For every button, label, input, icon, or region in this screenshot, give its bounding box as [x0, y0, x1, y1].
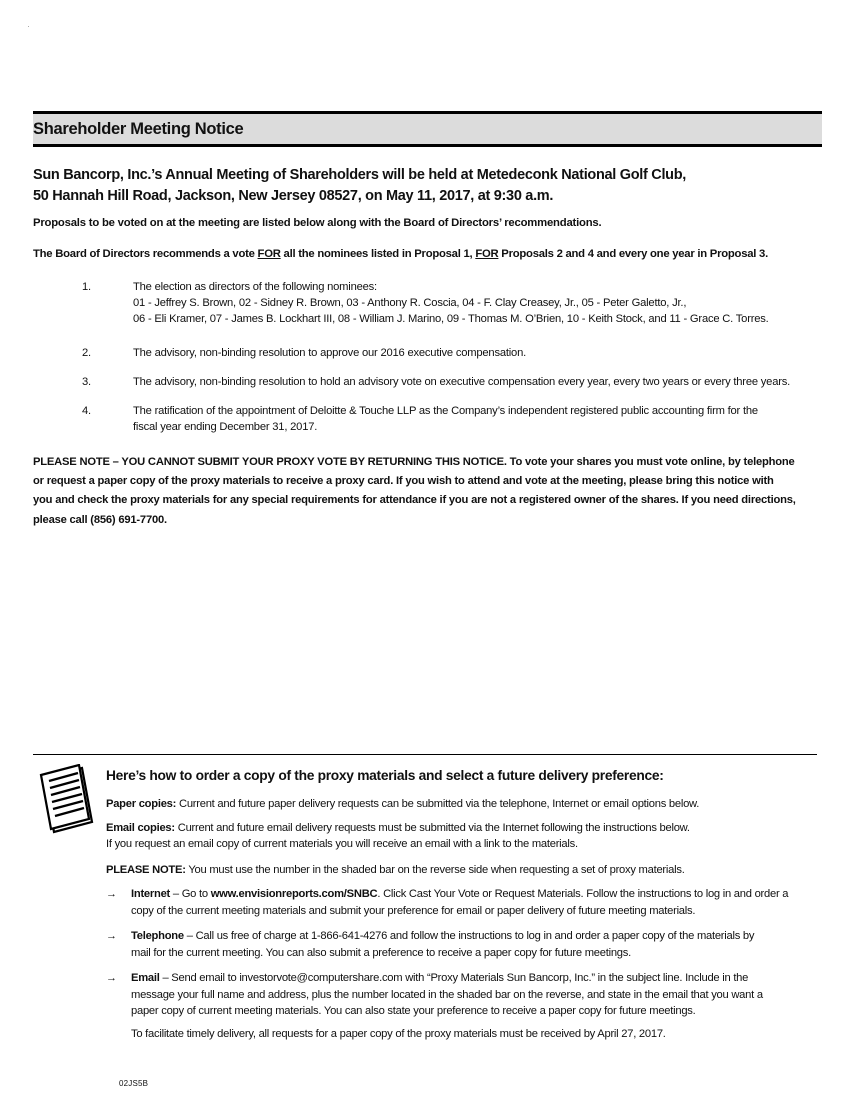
- proposal-4: [80, 403, 820, 435]
- note-label: PLEASE NOTE:: [106, 864, 186, 876]
- proposal-line: 06 - Eli Kramer, 07 - James B. Lockhart III, 08 - William J. Marino, 09 - Thomas M. O’Brien, 10 - Keith Stock, and 11 - Grace C. Torres.: [133, 313, 769, 325]
- proposal-line: 01 - Jeffrey S. Brown, 02 - Sidney R. Brown, 03 - Anthony R. Coscia, 04 - F. Clay Creasey, Jr., 05 - Peter Galetto, Jr.,: [133, 297, 687, 309]
- corner-mark: [28, 26, 29, 27]
- email-copies-label: Email copies:: [106, 822, 175, 834]
- internet-label: Internet: [131, 888, 171, 900]
- email-copies-block: [106, 820, 821, 852]
- proposal-line: The election as directors of the following nominees:: [133, 281, 377, 293]
- email-option: [106, 970, 821, 1020]
- delivery-deadline: To facilitate timely delivery, all requests for a paper copy of the proxy materials must be received by April 27, 2017.: [131, 1028, 666, 1040]
- board-rec-part3: Proposals 2 and 4 and every one year in Proposal 3.: [498, 248, 768, 260]
- paper-copies-text: Current and future paper delivery requests can be submitted via the telephone, Internet or email options below.: [176, 798, 700, 810]
- arrow-right-icon: →: [106, 972, 117, 984]
- footer-code: 02JS5B: [119, 1079, 149, 1088]
- proposal-line: The advisory, non-binding resolution to hold an advisory vote on executive compensation every year, every two years or every three years.: [133, 376, 791, 388]
- proposal-3: [80, 374, 820, 390]
- meeting-headline: [33, 165, 823, 207]
- headline-line-1: Sun Bancorp, Inc.’s Annual Meeting of Shareholders will be held at Metedeconk National Golf Club,: [33, 167, 687, 183]
- email-option-label: Email: [131, 972, 160, 984]
- telephone-label: Telephone: [131, 930, 184, 942]
- proposal-number: 2.: [82, 347, 91, 359]
- email-copies-text-2: If you request an email copy of current materials you will receive an email with a link to the materials.: [106, 838, 578, 850]
- proposal-1: [80, 279, 820, 327]
- note-line: [106, 862, 821, 878]
- please-note-line: you and check the proxy materials for any special requirements for attendance if you are not a registered owner of the shares. If you need directions,: [33, 494, 796, 507]
- board-rec-part2: all the nominees listed in Proposal 1,: [280, 248, 476, 260]
- order-heading: Here’s how to order a copy of the proxy materials and select a future delivery preference:: [106, 768, 664, 783]
- board-rec-part1: The Board of Directors recommends a vote: [33, 248, 258, 260]
- proposal-line: fiscal year ending December 31, 2017.: [133, 421, 318, 433]
- proposal-number: 3.: [82, 376, 91, 388]
- board-recommendation: [33, 248, 768, 260]
- board-rec-for-2: FOR: [475, 248, 499, 260]
- proposal-number: 4.: [82, 405, 91, 417]
- arrow-right-icon: →: [106, 888, 117, 900]
- section-divider: [33, 754, 817, 755]
- note-text: You must use the number in the shaded bar on the reverse side when requesting a set of proxy materials.: [185, 864, 685, 876]
- proposal-line: The ratification of the appointment of Deloitte & Touche LLP as the Company’s independent registered public accounting firm for the: [133, 405, 758, 417]
- proposals-intro: Proposals to be voted on at the meeting are listed below along with the Board of Directors’ recommendations.: [33, 217, 602, 229]
- email-copies-text: Current and future email delivery requests must be submitted via the Internet following the instructions below.: [174, 822, 690, 834]
- proposal-number: 1.: [82, 281, 91, 293]
- proposal-line: The advisory, non-binding resolution to approve our 2016 executive compensation.: [133, 347, 527, 359]
- proposal-2: [80, 345, 820, 361]
- internet-pre: – Go to: [170, 888, 211, 900]
- headline-line-2: 50 Hannah Hill Road, Jackson, New Jersey 08527, on May 11, 2017, at 9:30 a.m.: [33, 188, 554, 204]
- please-note-line: PLEASE NOTE – YOU CANNOT SUBMIT YOUR PROXY VOTE BY RETURNING THIS NOTICE. To vote your shares you must vote online, by telephone: [33, 456, 795, 468]
- telephone-option: [106, 928, 821, 961]
- please-note-block: [33, 453, 823, 530]
- paper-copies-line: [106, 796, 821, 812]
- internet-text-2: copy of the current meeting materials and submit your preference for email or paper delivery of future meeting materials.: [131, 904, 696, 917]
- telephone-text-2: mail for the current meeting. You can also submit a preference to receive a paper copy for future meetings.: [131, 946, 631, 959]
- email-option-text-3: paper copy of current meeting materials. You can also state your preference to receive a paper copy for future meetings.: [131, 1005, 696, 1017]
- email-option-text: – Send email to investorvote@computershare.com with “Proxy Materials Sun Bancorp, Inc.” in the subject line. Include in the: [159, 972, 749, 984]
- page-title: Shareholder Meeting Notice: [33, 120, 244, 138]
- please-note-line: please call (856) 691-7700.: [33, 513, 167, 526]
- title-bar: [33, 111, 822, 147]
- telephone-text: – Call us free of charge at 1-866-641-4276 and follow the instructions to log in and order a paper copy of the materials by: [183, 930, 755, 942]
- email-option-text-2: message your full name and address, plus the number located in the shaded bar on the reverse, and state in the email that you want a: [131, 988, 763, 1001]
- arrow-right-icon: →: [106, 930, 117, 942]
- internet-text: . Click Cast Your Vote or Request Materials. Follow the instructions to log in and order a: [377, 888, 789, 900]
- document-stack-icon: [38, 764, 96, 836]
- board-rec-for-1: FOR: [257, 248, 281, 260]
- please-note-line: or request a paper copy of the proxy materials to receive a proxy card. If you wish to attend and vote at the meeting, please bring this notice with: [33, 475, 774, 488]
- internet-url-link[interactable]: www.envisionreports.com/SNBC: [210, 888, 378, 900]
- paper-copies-label: Paper copies:: [106, 798, 177, 810]
- internet-option: [106, 886, 821, 919]
